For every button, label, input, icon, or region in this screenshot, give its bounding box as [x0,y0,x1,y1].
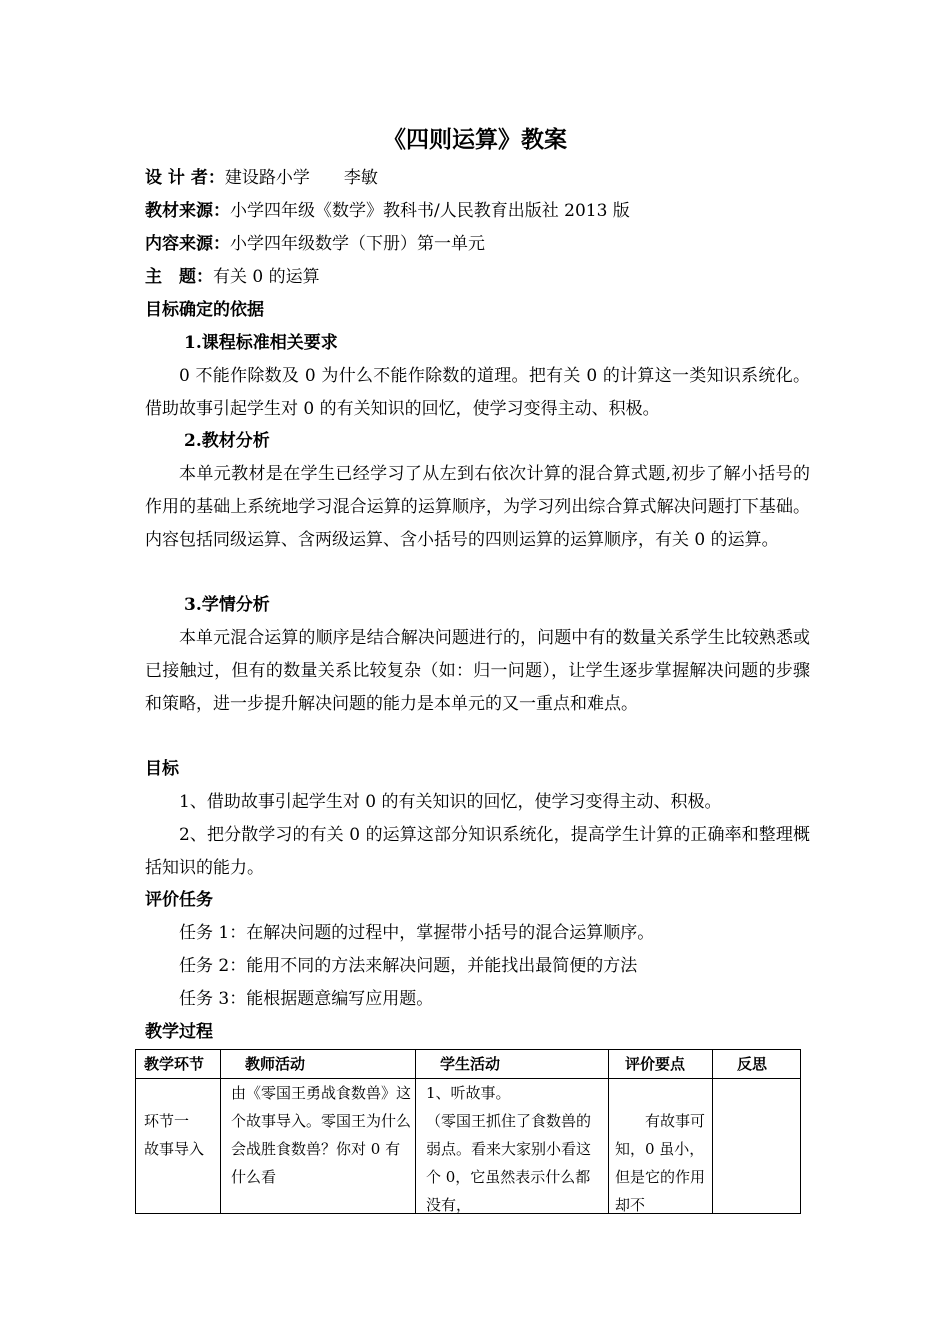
document-title: 《四则运算》教案 [383,126,567,153]
content-value: 小学四年级数学（下册）第一单元 [230,234,485,254]
reflection-cell [713,1079,801,1214]
process-table [135,1049,801,1214]
evaluation-text: 有故事可知，0 虽小，但是它的作用却不 [615,1112,706,1213]
learner-analysis-text: 本单元混合运算的顺序是结合解决问题进行的，问题中有的数量关系学生比较熟悉或已接触过，但有的数量关系比较复杂（如：归一问题），让学生逐步掌握解决问题的步骤和策略，进一步提升解决问题的能力是本单元的又一重点和难点。 [145,628,810,714]
task-2: 任务 2：能用不同的方法来解决问题，并能找出最简便的方法 [179,956,638,976]
textbook-analysis-text: 本单元教材是在学生已经学习了从左到右依次计算的混合算式题,初步了解小括号的作用的基础上系统地学习混合运算的运算顺序，为学习列出综合算式解决问题打下基础。内容包括同级运算、含两级运算、含小括号的四则运算的运算顺序，有关 0 的运算。 [145,464,810,550]
student-activity-cell [416,1079,609,1214]
tasks-heading: 评价任务 [145,890,213,910]
topic-line [145,261,815,294]
goal-1: 1、借助故事引起学生对 0 的有关知识的回忆，使学习变得主动、积极。 [179,792,722,812]
content-label: 内容来源： [145,234,230,254]
designer-line [145,162,815,195]
teacher-activity-text: 由《零国王勇战食数兽》这个故事导入。零国王为什么会战胜食数兽？你对 0 有什么看 [231,1084,411,1186]
content-source-line [145,228,815,261]
stage-line-2: 故事导入 [144,1140,205,1158]
header-evaluation: 评价要点 [609,1050,713,1079]
student-activity-line-1: 1、听故事。 [426,1084,511,1102]
textbook-label: 教材来源： [145,201,230,221]
goals-heading: 目标 [145,759,179,779]
header-student: 学生活动 [416,1050,609,1079]
task-3: 任务 3：能根据题意编写应用题。 [179,989,434,1009]
table-header-row [136,1050,801,1079]
learner-analysis-heading: 3.学情分析 [184,595,270,615]
textbook-analysis-heading: 2.教材分析 [184,431,270,451]
designer-value: 建设路小学 李敏 [224,168,378,188]
evaluation-cell [609,1079,713,1214]
header-reflection: 反思 [713,1050,801,1079]
student-activity-line-2: （零国王抓住了食数兽的弱点。看来大家别小看这个 0，它虽然表示什么都没有， [426,1112,592,1213]
topic-value: 有关 0 的运算 [213,267,320,287]
designer-label: 设 计 者： [145,168,225,188]
topic-label: 主 题： [145,267,213,287]
textbook-value: 小学四年级《数学》教科书/人民教育出版社 2013 版 [230,201,630,221]
header-stage: 教学环节 [136,1050,221,1079]
textbook-line [145,195,815,228]
task-1: 任务 1：在解决问题的过程中，掌握带小括号的混合运算顺序。 [179,923,655,943]
stage-line-1: 环节一 [144,1112,190,1130]
basis-heading: 目标确定的依据 [145,300,264,320]
table-row [136,1079,801,1214]
curriculum-text: 0 不能作除数及 0 为什么不能作除数的道理。把有关 0 的计算这一类知识系统化。借助故事引起学生对 0 的有关知识的回忆，使学习变得主动、积极。 [145,366,810,419]
header-teacher: 教师活动 [221,1050,416,1079]
goal-2: 2、把分散学习的有关 0 的运算这部分知识系统化，提高学生计算的正确率和整理概括知识的能力。 [145,825,810,878]
process-heading: 教学过程 [145,1022,213,1042]
curriculum-heading: 1.课程标准相关要求 [184,333,338,353]
stage-cell [136,1079,221,1214]
teacher-activity-cell [221,1079,416,1214]
